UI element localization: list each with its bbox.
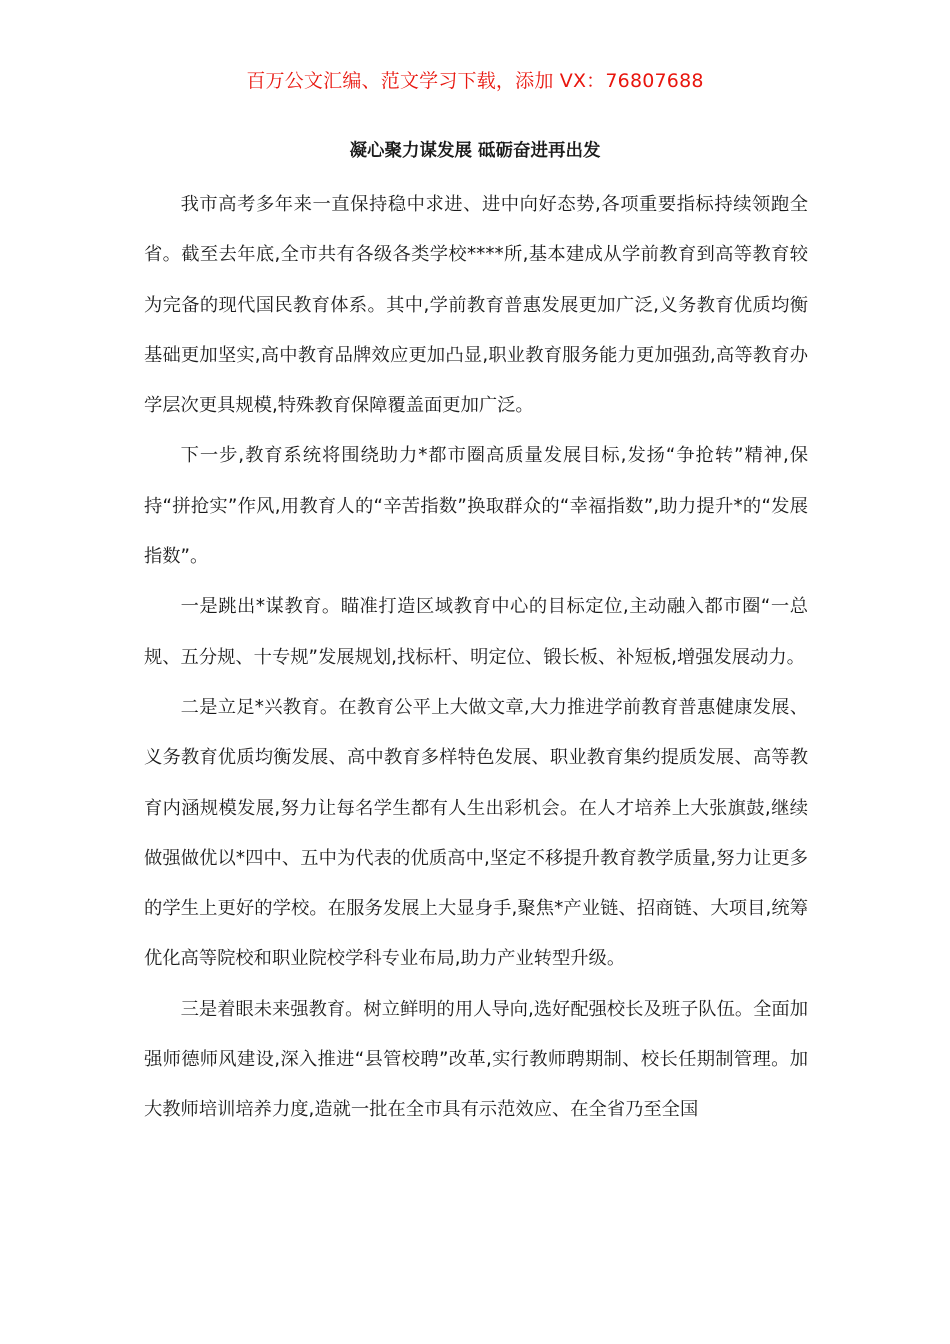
document-title: 凝心聚力谋发展 砥砺奋进再出发	[349, 141, 601, 161]
paragraph-next-step: 下一步,教育系统将围绕助力*都市圈高质量发展目标,发扬“争抢转”精神,保持“拼抢实”作风,用教育人的“辛苦指数”换取群众的“幸福指数”,助力提升*的“发展指数”。	[144, 445, 808, 568]
paragraph-point-two: 二是立足*兴教育。在教育公平上大做文章,大力推进学前教育普惠健康发展、义务教育优质均衡发展、高中教育多样特色发展、职业教育集约提质发展、高等教育内涵规模发展,努力让每名学生都有人生出彩机会。在人才培养上大张旗鼓,继续做强做优以*四中、五中为代表的优质高中,坚定不移提升教育教学质量,努力让更多的学生上更好的学校。在服务发展上大显身手,聚焦*产业链、招商链、大项目,统筹优化高等院校和职业院校学科专业布局,助力产业转型升级。	[144, 696, 808, 970]
promo-banner: 百万公文汇编、范文学习下载，添加 VX：76807688	[246, 70, 704, 92]
paragraph-point-one: 一是跳出*谋教育。瞄准打造区域教育中心的目标定位,主动融入都市圈“一总规、五分规、十专规”发展规划,找标杆、明定位、锻长板、补短板,增强发展动力。	[144, 596, 808, 668]
paragraph-point-three: 三是着眼未来强教育。树立鲜明的用人导向,选好配强校长及班子队伍。全面加强师德师风建设,深入推进“县管校聘”改革,实行教师聘期制、校长任期制管理。加大教师培训培养力度,造就一批在全市具有示范效应、在全省乃至全国	[144, 998, 808, 1121]
document-body	[144, 180, 808, 1136]
paragraph-overview: 我市高考多年来一直保持稳中求进、进中向好态势,各项重要指标持续领跑全省。截至去年底,全市共有各级各类学校****所,基本建成从学前教育到高等教育较为完备的现代国民教育体系。其中,学前教育普惠发展更加广泛,义务教育优质均衡基础更加坚实,高中教育品牌效应更加凸显,职业教育服务能力更加强劲,高等教育办学层次更具规模,特殊教育保障覆盖面更加广泛。	[144, 194, 808, 417]
